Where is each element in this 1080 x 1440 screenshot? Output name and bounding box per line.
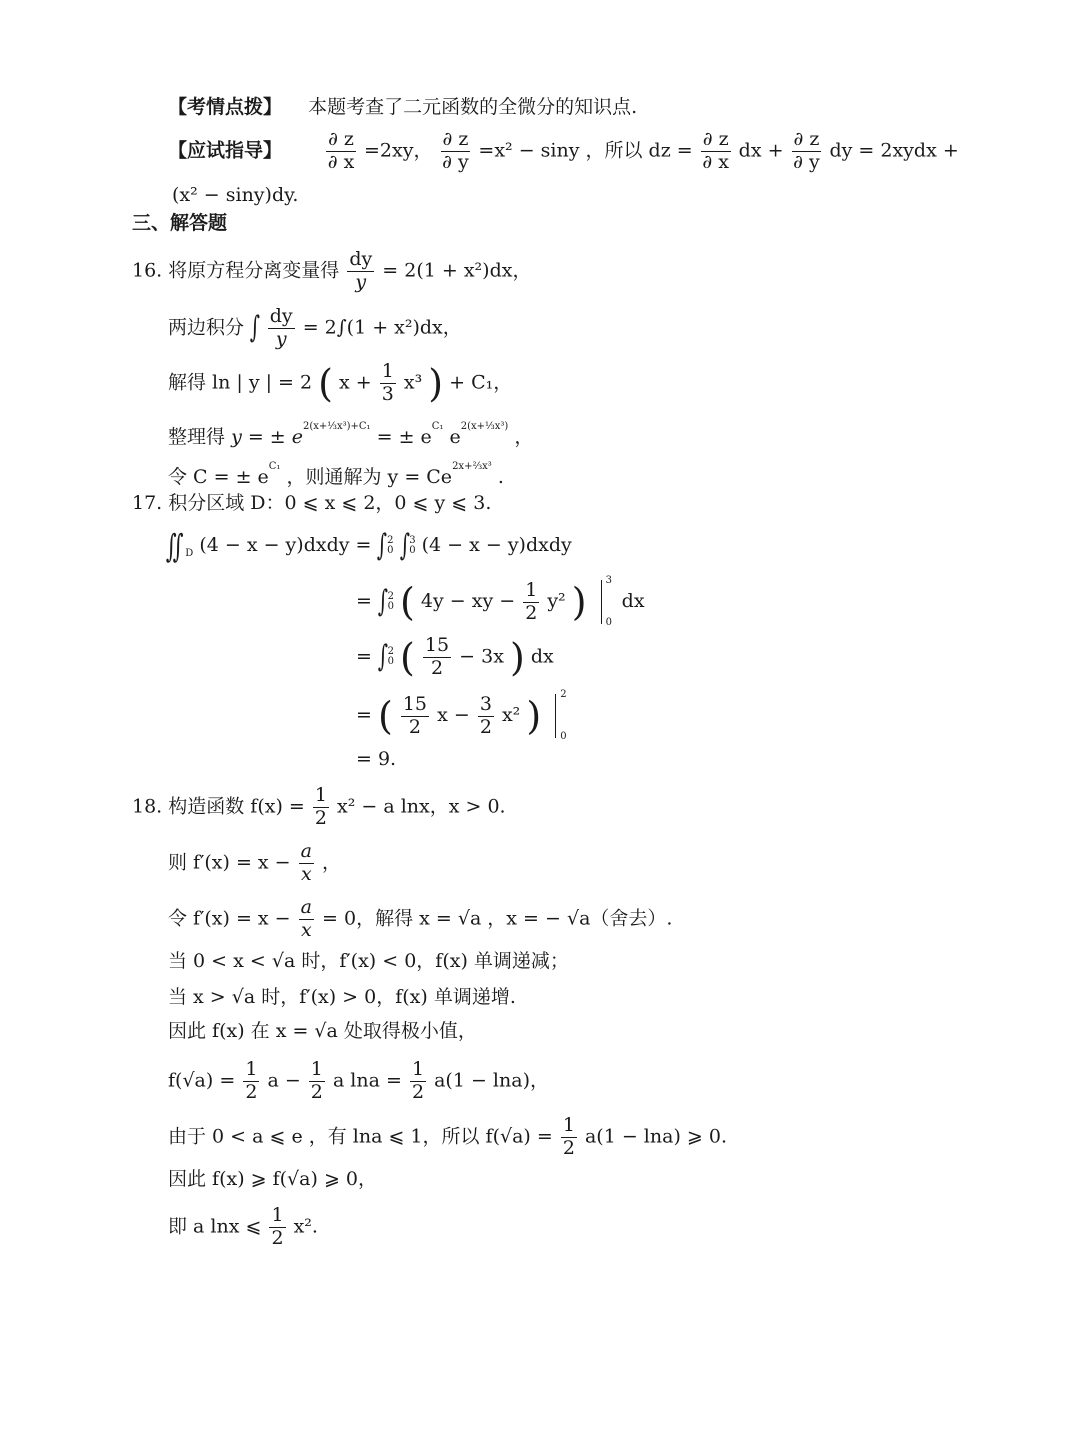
guide-eq1: =2xy， [363, 139, 433, 162]
q18-l7-pre: f(√a) = [168, 1069, 236, 1092]
partial-z-x: $\frac{\partial z}{\partial x}$ [327, 128, 355, 173]
q17-l2-post: (4 − x − y)dxdy [421, 534, 572, 556]
three-halves: $\frac{3}{2}$ [479, 692, 492, 738]
partial-z-x-2: $\frac{\partial z}{\partial x}$ [702, 128, 729, 173]
q17-l5-x2: x² [501, 704, 521, 726]
q16-line-4 [168, 422, 533, 447]
guide-line-1 [168, 130, 959, 173]
q16-l2-post: = 2∫(1 + x²)dx， [302, 316, 462, 339]
q16-l4-y: y = ± e [231, 426, 303, 448]
integral-sign-3: ∫ [377, 584, 388, 619]
eval-bar: 3 0 [601, 580, 602, 624]
q17-l4-post: − 3x [459, 645, 504, 668]
guide-tag: 【应试指导】 [168, 139, 283, 162]
q17-line-1 [132, 494, 491, 513]
q17-line-5: = ( $\frac{15}{2}$ x − $\frac{3}{2}$ x² ) 2 0 [356, 689, 567, 742]
q18-half: $\frac{1}{2}$ [314, 784, 327, 829]
q16-l5-post: . [497, 466, 504, 488]
q17-line-3: = ∫ 2 0 ( 4y − xy − $\frac{1}{2}$ y² ) 3 0 dx [356, 575, 645, 628]
q18-line-4: 当 0 < x < √a 时，f′(x) < 0，f(x) 单调递减； [168, 950, 569, 972]
partial-z-y-2: $\frac{\partial z}{\partial y}$ [793, 128, 820, 173]
hint-tag: 【考情点拨】 [168, 96, 283, 118]
q18-line-9: 因此 f(x) ⩾ f(√a) ⩾ 0， [168, 1168, 377, 1190]
guide-line-2: (x² − siny)dy. [172, 184, 299, 206]
q16-line-2 [168, 307, 462, 350]
q16-line-5 [168, 462, 504, 487]
q18-l7-a1: a − [267, 1069, 301, 1092]
q16-number: 16. [132, 259, 163, 282]
q16-l1-post: = 2(1 + x²)dx， [382, 259, 532, 282]
one-third: $\frac{1}{3}$ [381, 360, 394, 405]
q18-l7-a2: a lna = [332, 1069, 402, 1092]
q17-line-4: = ∫ 2 0 ( $\frac{15}{2}$ − 3x ) dx [356, 634, 554, 680]
partial-z-y: $\frac{\partial z}{\partial y}$ [442, 128, 469, 173]
q18-number: 18. [132, 795, 163, 818]
q16-l4-e: e [449, 426, 461, 448]
q18-line-1 [132, 786, 506, 829]
half-3: $\frac{1}{2}$ [411, 1058, 425, 1103]
half-4: $\frac{1}{2}$ [562, 1114, 575, 1159]
guide-eq4: dy = 2xydx + [829, 139, 959, 162]
q18-line-8 [168, 1116, 727, 1159]
q16-l5-exp: C₁ [268, 461, 281, 472]
q16-line-1 [132, 250, 531, 293]
half-1: $\frac{1}{2}$ [245, 1058, 258, 1103]
q17-l3-y2: y² [547, 590, 566, 612]
q18-l10-pre: 即 a lnx ⩽ [168, 1215, 262, 1238]
q17-l3-eq: = [356, 590, 372, 612]
q17-l5-x: x − [437, 704, 470, 726]
q18-l2-pre: 则 f′(x) = x − [168, 851, 291, 874]
q17-l3-body: 4y − xy − [420, 590, 516, 612]
q16-l5-mid: ，则通解为 y = Ce [286, 466, 453, 488]
q18-l1-pre: 构造函数 f(x) = [168, 795, 305, 818]
q18-l8-post: a(1 − lna) ⩾ 0. [584, 1125, 727, 1148]
q18-line-10 [168, 1206, 318, 1249]
guide-eq3: dx + [738, 139, 784, 162]
q18-l3-post: = 0，解得 x = √a ，x = − √a（舍去）. [322, 907, 673, 930]
q16-l4-text: 整理得 [168, 426, 226, 448]
fifteen-halves-2: $\frac{15}{2}$ [402, 692, 428, 738]
one-half: $\frac{1}{2}$ [525, 578, 538, 624]
integral-sign-2: ∫ [399, 528, 410, 563]
q18-line-5: 当 x > √a 时，f′(x) > 0，f(x) 单调递增. [168, 986, 516, 1008]
q18-line-2 [168, 842, 341, 885]
q18-l8-pre: 由于 0 < a ⩽ e ，有 lna ⩽ 1，所以 f(√a) = [168, 1125, 553, 1148]
q16-l4-post: ， [514, 426, 534, 448]
q16-l4-exp1: 2(x+⅓x³)+C₁ [303, 421, 371, 432]
eval-bar-2: 2 0 [555, 694, 556, 738]
guide-eq2: =x² − siny ，所以 dz = [478, 139, 693, 162]
q17-l3-dx: dx [621, 590, 645, 612]
domain-sub: D [185, 548, 194, 559]
q17-l4-dx: dx [530, 645, 554, 668]
hint-text: 本题考查了二元函数的全微分的知识点. [308, 96, 638, 118]
double-integral: ∬ [165, 527, 184, 565]
section-heading: 三、解答题 [132, 212, 228, 234]
half-2: $\frac{1}{2}$ [310, 1058, 323, 1103]
a-over-x: $\frac{a}{x}$ [300, 840, 312, 885]
q17-l4-eq: = [356, 645, 372, 668]
a-over-x-2: $\frac{a}{x}$ [300, 896, 312, 941]
q16-dy-over-y: $\frac{dy}{y}$ [349, 248, 373, 293]
half-5: $\frac{1}{2}$ [271, 1204, 284, 1249]
q16-dy-over-y-2: $\frac{dy}{y}$ [269, 305, 293, 350]
q16-l3-x3: x³ [403, 371, 423, 394]
q16-l1-text: 将原方程分离变量得 [168, 259, 340, 282]
q18-l3-pre: 令 f′(x) = x − [168, 907, 291, 930]
q16-l4-exp3: 2(x+⅓x³) [460, 421, 509, 432]
q16-l2-text: 两边积分 [168, 316, 245, 339]
hint-line [168, 98, 637, 117]
q17-number: 17. [132, 492, 163, 514]
q18-line-6: 因此 f(x) 在 x = √a 处取得极小值， [168, 1020, 477, 1042]
q18-line-7 [168, 1060, 549, 1103]
q17-l1: 积分区域 D：0 ⩽ x ⩽ 2，0 ⩽ y ⩽ 3. [168, 492, 492, 514]
q17-l2-mid: (4 − x − y)dxdy = [199, 534, 372, 556]
q16-l3-x: x + [339, 371, 372, 394]
q16-l5-text: 令 C = ± e [168, 466, 269, 488]
q18-l2-post: ， [322, 851, 342, 874]
q18-l10-post: x². [293, 1215, 318, 1238]
q17-line-2: ∬ $_D$ (4 − x − y)dxdy = ∫ 2 0 ∫ 3 0 (4 − x − y)dxdy [165, 527, 572, 565]
q18-l1-post: x² − a lnx，x > 0. [337, 795, 506, 818]
q18-line-3 [168, 898, 672, 941]
q17-l5-eq: = [356, 704, 372, 726]
integral-sign-1: ∫ [377, 528, 388, 563]
q17-line-6: = 9. [356, 748, 397, 770]
fifteen-halves: $\frac{15}{2}$ [424, 634, 450, 679]
q18-l7-post: a(1 − lna)， [434, 1069, 549, 1092]
integral-sign-4: ∫ [377, 639, 388, 675]
q16-l4-exp2: C₁ [431, 421, 444, 432]
integral-sign: ∫ [249, 310, 260, 346]
q16-l3-post: + C₁， [449, 371, 513, 394]
q16-l5-exp2: 2x+⅔x³ [452, 461, 492, 472]
q16-l4-mid: = ± e [376, 426, 432, 448]
q16-l3-text: 解得 ln | y | = 2 [168, 371, 313, 394]
q16-line-3: 解得 ln | y | = 2 ( x + $\frac{1}{3}$ x³ ) + C₁， [168, 360, 513, 406]
